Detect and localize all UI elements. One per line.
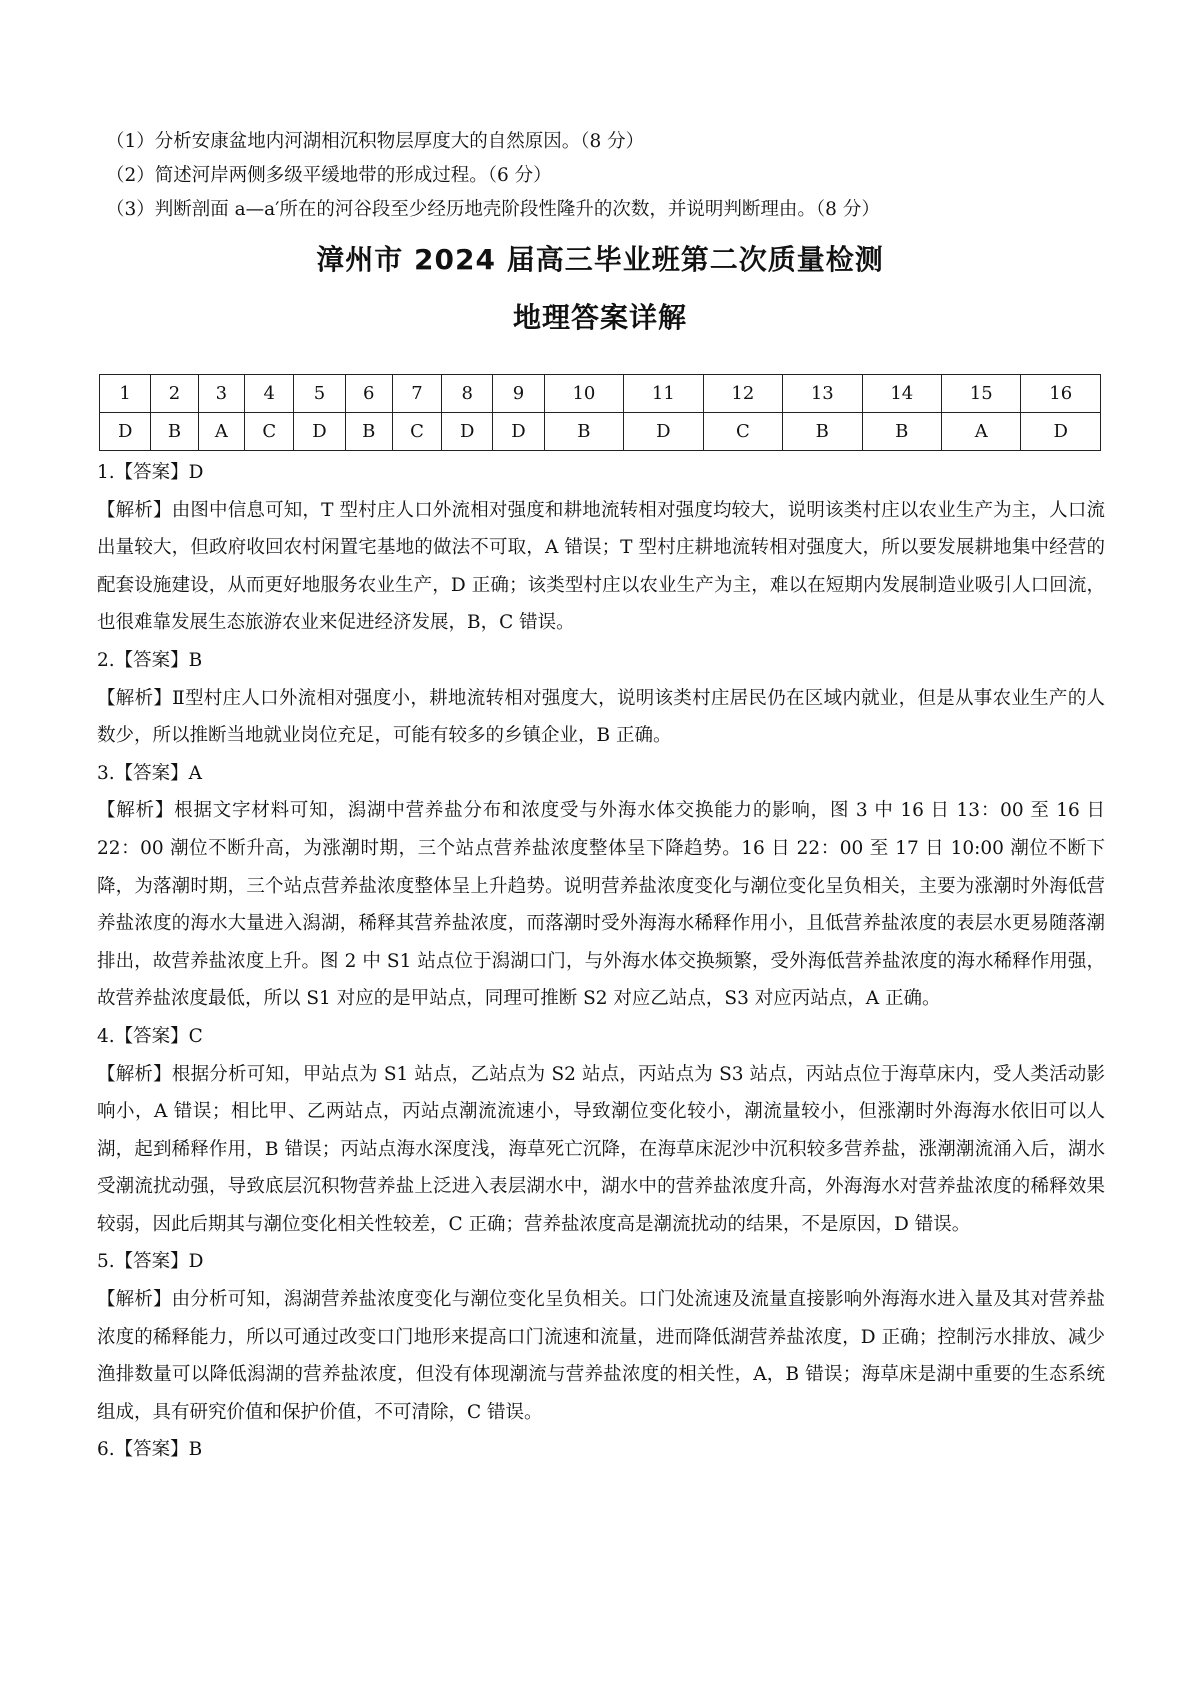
- analysis-paragraph-1: 【解析】由图中信息可知，T 型村庄人口外流相对强度和耕地流转相对强度均较大，说明该类村庄以农业生产为主，人口流出量较大，但政府收回农村闲置宅基地的做法不可取，A 错误；T 型村庄耕地流转相对强度大，所以要发展耕地集中经营的配套设施建设，从而更好地服务农业生产，D 正确；该类型村庄以农业生产为主，难以在短期内发展制造业吸引人口回流，也很难靠发展生态旅游农业来促进经济发展，B，C 错误。: [97, 499, 1105, 634]
- answer-table-number-row: [100, 375, 1101, 413]
- table-cell-number: 14: [862, 375, 941, 413]
- table-cell-answer: D: [1021, 413, 1101, 451]
- table-cell-number: 1: [100, 375, 151, 413]
- table-cell-answer: D: [294, 413, 345, 451]
- answer-heading-3: 3.【答案】A: [97, 762, 203, 784]
- answer-heading-1: 1.【答案】D: [97, 462, 204, 483]
- table-cell-answer: D: [624, 413, 703, 451]
- table-cell-number: 2: [151, 375, 198, 413]
- analysis-paragraph-2: 【解析】Ⅱ型村庄人口外流相对强度小，耕地流转相对强度大，说明该类村庄居民仍在区域内就业，但是从事农业生产的人数少，所以推断当地就业岗位充足，可能有较多的乡镇企业，B 正确。: [97, 687, 1105, 747]
- table-cell-number: 12: [703, 375, 782, 413]
- answer-heading-4: 4.【答案】C: [97, 1025, 203, 1047]
- answer-heading-5: 5.【答案】D: [97, 1251, 204, 1273]
- table-cell-number: 6: [345, 375, 392, 413]
- answer-table: [99, 374, 1101, 451]
- table-cell-answer: D: [493, 413, 544, 451]
- table-cell-answer: B: [151, 413, 198, 451]
- analysis-paragraph-3: 【解析】根据文字材料可知，潟湖中营养盐分布和浓度受与外海水体交换能力的影响，图 3 中 16 日 13：00 至 16 日 22：00 潮位不断升高，为涨潮时期，三个站点营养盐浓度整体呈下降趋势。16 日 22：00 至 17 日 10:00 潮位不断下降，为落潮时期，三个站点营养盐浓度整体呈上升趋势。说明营养盐浓度变化与潮位变化呈负相关，主要为涨潮时外海低营养盐浓度的海水大量进入潟湖，稀释其营养盐浓度，而落潮时受外海海水稀释作用小，且低营养盐浓度的表层水更易随落潮排出，故营养盐浓度上升。图 2 中 S1 站点位于潟湖口门，与外海水体交换频繁，受外海低营养盐浓度的海水稀释作用强，故营养盐浓度最低，所以 S1 对应的是甲站点，同理可推断 S2 对应乙站点，S3 对应丙站点，A 正确。: [97, 800, 1105, 1010]
- document-subtitle: 地理答案详解: [512, 301, 687, 334]
- table-cell-answer: A: [198, 413, 245, 451]
- table-cell-number: 4: [245, 375, 294, 413]
- table-cell-number: 3: [198, 375, 245, 413]
- table-cell-answer: B: [783, 413, 862, 451]
- table-cell-answer: B: [345, 413, 392, 451]
- table-cell-answer: B: [544, 413, 623, 451]
- question-1: （1）分析安康盆地内河湖相沉积物层厚度大的自然原因。（8 分）: [106, 131, 645, 152]
- table-cell-number: 7: [392, 375, 441, 413]
- explanations-section: [97, 454, 1105, 1469]
- table-cell-answer: C: [703, 413, 782, 451]
- table-cell-answer: A: [942, 413, 1021, 451]
- table-cell-answer: D: [442, 413, 493, 451]
- table-cell-number: 16: [1021, 375, 1101, 413]
- answer-heading-6: 6.【答案】B: [97, 1439, 203, 1461]
- table-cell-number: 8: [442, 375, 493, 413]
- question-3: （3）判断剖面 a—a′所在的河谷段至少经历地壳阶段性隆升的次数，并说明判断理由。（8 分）: [106, 199, 880, 220]
- table-cell-number: 11: [624, 375, 703, 413]
- table-cell-answer: C: [392, 413, 441, 451]
- document-title: 漳州市 2024 届高三毕业班第二次质量检测: [316, 243, 884, 276]
- table-cell-answer: D: [100, 413, 151, 451]
- analysis-paragraph-5: 【解析】由分析可知，潟湖营养盐浓度变化与潮位变化呈负相关。口门处流速及流量直接影响外海海水进入量及其对营养盐浓度的稀释能力，所以可通过改变口门地形来提高口门流速和流量，进而降低湖营养盐浓度，D 正确；控制污水排放、减少渔排数量可以降低潟湖的营养盐浓度，但没有体现潮流与营养盐浓度的相关性，A，B 错误；海草床是湖中重要的生态系统组成，具有研究价值和保护价值，不可清除，C 错误。: [97, 1289, 1105, 1423]
- table-cell-answer: C: [245, 413, 294, 451]
- question-2: （2）简述河岸两侧多级平缓地带的形成过程。（6 分）: [106, 165, 552, 186]
- answer-heading-2: 2.【答案】B: [97, 649, 203, 671]
- answer-table-answer-row: [100, 413, 1101, 451]
- table-cell-number: 15: [942, 375, 1021, 413]
- table-cell-number: 13: [783, 375, 862, 413]
- table-cell-answer: B: [862, 413, 941, 451]
- table-cell-number: 10: [544, 375, 623, 413]
- table-cell-number: 9: [493, 375, 544, 413]
- table-cell-number: 5: [294, 375, 345, 413]
- analysis-paragraph-4: 【解析】根据分析可知，甲站点为 S1 站点，乙站点为 S2 站点，丙站点为 S3 站点，丙站点位于海草床内，受人类活动影响小，A 错误；相比甲、乙两站点，丙站点潮流流速小，导致潮位变化较小，潮流量较小，但涨潮时外海海水依旧可以人湖，起到稀释作用，B 错误；丙站点海水深度浅，海草死亡沉降，在海草床泥沙中沉积较多营养盐，涨潮潮流涌入后，湖水受潮流扰动强，导致底层沉积物营养盐上泛进入表层湖水中，湖水中的营养盐浓度升高，外海海水对营养盐浓度的稀释效果较弱，因此后期其与潮位变化相关性较差，C 正确；营养盐浓度高是潮流扰动的结果，不是原因，D 错误。: [97, 1063, 1105, 1235]
